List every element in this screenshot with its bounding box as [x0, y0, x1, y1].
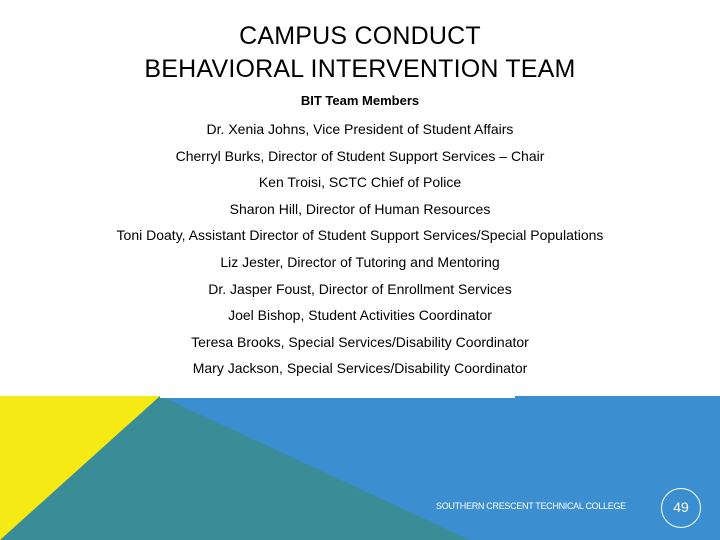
white-top-sliver	[160, 396, 515, 398]
member-item: Liz Jester, Director of Tutoring and Mentoring	[220, 253, 500, 270]
member-item: Sharon Hill, Director of Human Resources	[229, 200, 491, 217]
title-line-1: CAMPUS CONDUCT	[239, 22, 481, 50]
member-item: Dr. Xenia Johns, Vice President of Student Affairs	[206, 121, 514, 137]
section-heading: BIT Team Members	[300, 93, 420, 108]
member-item: Teresa Brooks, Special Services/Disability Coordinator	[191, 333, 529, 350]
member-item: Dr. Jasper Foust, Director of Enrollment Services	[208, 280, 512, 297]
member-item: Toni Doaty, Assistant Director of Student Support Services/Special Populations	[116, 227, 604, 244]
title-line-2: BEHAVIORAL INTERVENTION TEAM	[144, 55, 576, 83]
member-item: Ken Troisi, SCTC Chief of Police	[258, 174, 462, 191]
college-name: SOUTHERN CRESCENT TECHNICAL COLLEGE	[436, 501, 626, 511]
decorative-footer-shapes	[0, 396, 720, 540]
page-number-badge: 49	[661, 488, 701, 528]
member-item: Joel Bishop, Student Activities Coordinator	[228, 307, 492, 324]
member-list	[0, 120, 720, 386]
member-item: Cherryl Burks, Director of Student Support Services – Chair	[175, 147, 545, 164]
slide-title	[0, 20, 720, 86]
member-item: Mary Jackson, Special Services/Disability Coordinator	[192, 360, 528, 377]
